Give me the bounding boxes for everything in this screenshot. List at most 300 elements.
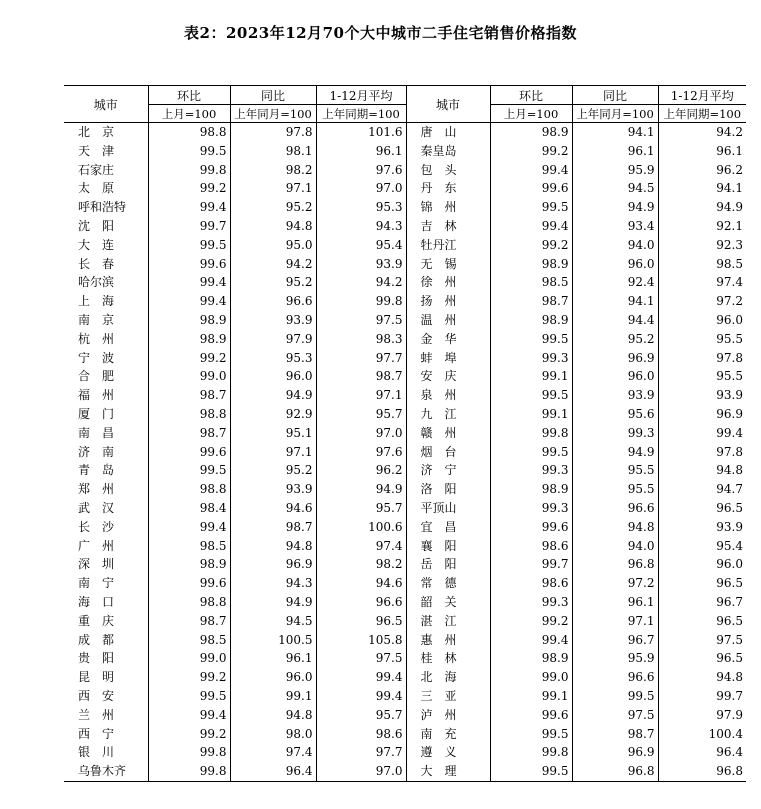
mom-value: 99.3 — [490, 349, 572, 368]
table-row — [64, 631, 746, 650]
mom-value: 99.5 — [148, 687, 230, 706]
table-row — [64, 706, 746, 725]
avg-value: 95.4 — [658, 537, 746, 556]
avg-value: 99.4 — [658, 424, 746, 443]
avg-value: 98.5 — [658, 255, 746, 274]
avg-value: 97.8 — [658, 349, 746, 368]
avg-value: 95.4 — [316, 236, 406, 255]
mom-value: 99.5 — [148, 461, 230, 480]
city-name: 九 江 — [406, 405, 490, 424]
mom-value: 99.4 — [148, 518, 230, 537]
city-name: 长 沙 — [78, 519, 115, 534]
yoy-value: 96.6 — [572, 499, 658, 518]
yoy-value: 96.0 — [230, 668, 316, 687]
yoy-value: 94.0 — [572, 236, 658, 255]
city-name: 银 川 — [78, 745, 115, 760]
city-name: 锦 州 — [406, 198, 490, 217]
avg-value: 97.4 — [658, 273, 746, 292]
table-row — [64, 405, 746, 424]
city-name: 赣 州 — [406, 424, 490, 443]
mom-value: 98.7 — [148, 386, 230, 405]
avg-value: 96.5 — [316, 612, 406, 631]
yoy-value: 95.6 — [572, 405, 658, 424]
mom-value: 98.8 — [148, 123, 230, 142]
table-row — [64, 424, 746, 443]
mom-value: 98.8 — [148, 405, 230, 424]
table-row — [64, 443, 746, 462]
yoy-value: 93.9 — [230, 311, 316, 330]
avg-value: 105.8 — [316, 631, 406, 650]
avg-subheader-right: 上年同期=100 — [658, 105, 746, 123]
mom-value: 98.9 — [490, 255, 572, 274]
avg-value: 94.7 — [658, 480, 746, 499]
mom-value: 99.4 — [490, 217, 572, 236]
mom-value: 99.8 — [148, 743, 230, 762]
yoy-value: 95.9 — [572, 161, 658, 180]
yoy-value: 94.9 — [230, 593, 316, 612]
table-row — [64, 142, 746, 161]
yoy-value: 95.3 — [230, 349, 316, 368]
avg-value: 94.2 — [658, 123, 746, 142]
avg-value: 94.1 — [658, 179, 746, 198]
yoy-subheader-left: 上年同月=100 — [230, 105, 316, 123]
yoy-value: 96.1 — [572, 142, 658, 161]
yoy-value: 100.5 — [230, 631, 316, 650]
table-row — [64, 123, 746, 142]
city-name: 西 安 — [78, 688, 115, 703]
mom-value: 99.3 — [490, 461, 572, 480]
table-row — [64, 311, 746, 330]
avg-value: 96.1 — [658, 142, 746, 161]
price-index-table — [64, 85, 746, 782]
yoy-value: 93.9 — [572, 386, 658, 405]
mom-value: 99.4 — [148, 273, 230, 292]
mom-header-left: 环比 — [148, 86, 230, 105]
yoy-value: 96.1 — [230, 649, 316, 668]
city-name: 南 昌 — [78, 425, 115, 440]
mom-value: 99.2 — [490, 142, 572, 161]
city-name: 呼和浩特 — [78, 200, 127, 215]
avg-value: 97.1 — [316, 386, 406, 405]
avg-value: 93.9 — [316, 255, 406, 274]
city-name: 沈 阳 — [78, 218, 115, 233]
mom-value: 99.7 — [490, 555, 572, 574]
yoy-value: 95.9 — [572, 649, 658, 668]
city-name: 北 京 — [78, 125, 115, 139]
city-name: 天 津 — [78, 143, 115, 158]
mom-value: 99.0 — [148, 367, 230, 386]
yoy-value: 94.8 — [572, 518, 658, 537]
table-row — [64, 743, 746, 762]
city-name: 南 宁 — [78, 576, 115, 591]
yoy-value: 95.1 — [230, 424, 316, 443]
mom-value: 99.1 — [490, 367, 572, 386]
city-name: 遵 义 — [406, 743, 490, 762]
mom-value: 99.6 — [148, 574, 230, 593]
city-name: 兰 州 — [78, 707, 115, 722]
city-name: 南 充 — [406, 725, 490, 744]
yoy-value: 96.6 — [230, 292, 316, 311]
mom-value: 99.5 — [490, 443, 572, 462]
yoy-value: 99.1 — [230, 687, 316, 706]
mom-value: 99.5 — [490, 725, 572, 744]
yoy-value: 93.4 — [572, 217, 658, 236]
yoy-value: 96.4 — [230, 762, 316, 781]
table-row — [64, 612, 746, 631]
avg-value: 96.4 — [658, 743, 746, 762]
yoy-value: 94.5 — [230, 612, 316, 631]
yoy-value: 96.7 — [572, 631, 658, 650]
city-column-header-left: 城市 — [64, 86, 148, 123]
avg-value: 99.8 — [316, 292, 406, 311]
city-name: 西 宁 — [78, 726, 115, 741]
city-name: 无 锡 — [406, 255, 490, 274]
avg-value: 96.0 — [658, 555, 746, 574]
mom-value: 99.1 — [490, 687, 572, 706]
yoy-value: 94.3 — [230, 574, 316, 593]
city-name: 青 岛 — [78, 463, 115, 478]
yoy-value: 97.4 — [230, 743, 316, 762]
avg-value: 92.3 — [658, 236, 746, 255]
avg-value: 95.5 — [658, 367, 746, 386]
mom-value: 99.5 — [490, 762, 572, 781]
avg-value: 96.5 — [658, 499, 746, 518]
mom-value: 98.4 — [148, 499, 230, 518]
city-name: 吉 林 — [406, 217, 490, 236]
avg-value: 101.6 — [316, 123, 406, 142]
city-name: 上 海 — [78, 294, 115, 309]
avg-value: 96.5 — [658, 649, 746, 668]
mom-value: 98.7 — [148, 612, 230, 631]
city-name: 海 口 — [78, 594, 115, 609]
avg-value: 97.6 — [316, 443, 406, 462]
yoy-value: 94.2 — [230, 255, 316, 274]
yoy-value: 96.0 — [572, 255, 658, 274]
city-name: 泉 州 — [406, 386, 490, 405]
city-name: 洛 阳 — [406, 480, 490, 499]
avg-value: 95.7 — [316, 405, 406, 424]
mom-value: 99.5 — [148, 236, 230, 255]
avg-value: 95.3 — [316, 198, 406, 217]
city-name: 乌鲁木齐 — [64, 762, 148, 781]
mom-value: 98.9 — [148, 555, 230, 574]
city-name: 哈尔滨 — [78, 275, 115, 290]
mom-value: 99.5 — [148, 142, 230, 161]
avg-value: 97.0 — [316, 762, 406, 781]
city-column-header-right: 城市 — [406, 86, 490, 123]
yoy-value: 94.8 — [230, 706, 316, 725]
mom-value: 98.5 — [148, 631, 230, 650]
yoy-value: 94.9 — [230, 386, 316, 405]
table-row — [64, 217, 746, 236]
mom-value: 99.5 — [490, 330, 572, 349]
avg-subheader-left: 上年同期=100 — [316, 105, 406, 123]
avg-value: 98.7 — [316, 367, 406, 386]
mom-value: 98.5 — [148, 537, 230, 556]
yoy-value: 97.1 — [572, 612, 658, 631]
mom-value: 98.8 — [148, 480, 230, 499]
city-name: 宜 昌 — [406, 518, 490, 537]
mom-value: 98.9 — [148, 330, 230, 349]
table-row — [64, 537, 746, 556]
city-name: 济 南 — [78, 444, 115, 459]
table-row — [64, 461, 746, 480]
yoy-value: 94.8 — [230, 537, 316, 556]
mom-value: 98.9 — [490, 480, 572, 499]
avg-value: 100.4 — [658, 725, 746, 744]
mom-value: 99.6 — [490, 706, 572, 725]
mom-value: 99.6 — [148, 255, 230, 274]
table-row — [64, 236, 746, 255]
city-name: 贵 阳 — [78, 651, 115, 666]
yoy-header-right: 同比 — [572, 86, 658, 105]
avg-value: 98.3 — [316, 330, 406, 349]
table-row — [64, 480, 746, 499]
mom-value: 99.2 — [148, 349, 230, 368]
yoy-value: 94.4 — [572, 311, 658, 330]
mom-value: 99.6 — [490, 518, 572, 537]
mom-value: 99.8 — [148, 161, 230, 180]
avg-value: 93.9 — [658, 386, 746, 405]
mom-value: 99.4 — [148, 198, 230, 217]
avg-value: 96.2 — [658, 161, 746, 180]
avg-value: 99.7 — [658, 687, 746, 706]
mom-value: 99.4 — [490, 631, 572, 650]
city-name: 秦皇岛 — [406, 142, 490, 161]
avg-value: 97.2 — [658, 292, 746, 311]
yoy-value: 94.9 — [572, 443, 658, 462]
table-row — [64, 725, 746, 744]
table-row — [64, 687, 746, 706]
yoy-value: 97.1 — [230, 179, 316, 198]
mom-value: 99.2 — [148, 725, 230, 744]
mom-value: 99.4 — [490, 161, 572, 180]
avg-value: 100.6 — [316, 518, 406, 537]
city-name: 石家庄 — [78, 162, 115, 177]
city-name: 郑 州 — [78, 482, 115, 497]
yoy-value: 94.1 — [572, 123, 658, 142]
avg-value: 94.3 — [316, 217, 406, 236]
city-name: 昆 明 — [78, 670, 115, 685]
avg-value: 96.8 — [658, 762, 746, 781]
avg-value: 96.2 — [316, 461, 406, 480]
yoy-value: 98.1 — [230, 142, 316, 161]
avg-value: 97.5 — [658, 631, 746, 650]
table-row — [64, 574, 746, 593]
city-name: 温 州 — [406, 311, 490, 330]
mom-value: 99.2 — [148, 668, 230, 687]
yoy-value: 99.5 — [572, 687, 658, 706]
mom-value: 99.2 — [490, 612, 572, 631]
yoy-value: 96.9 — [572, 349, 658, 368]
mom-value: 99.8 — [490, 743, 572, 762]
avg-value: 97.5 — [316, 311, 406, 330]
yoy-value: 96.9 — [230, 555, 316, 574]
city-name: 牡丹江 — [406, 236, 490, 255]
city-name: 重 庆 — [78, 613, 115, 628]
mom-subheader-left: 上月=100 — [148, 105, 230, 123]
mom-value: 99.4 — [148, 706, 230, 725]
table-row — [64, 179, 746, 198]
table-row — [64, 593, 746, 612]
mom-header-right: 环比 — [490, 86, 572, 105]
yoy-value: 94.9 — [572, 198, 658, 217]
table-row — [64, 198, 746, 217]
yoy-value: 99.3 — [572, 424, 658, 443]
avg-header-right: 1-12月平均 — [658, 86, 746, 105]
city-name: 三 亚 — [406, 687, 490, 706]
table-row — [64, 255, 746, 274]
avg-value: 96.5 — [658, 612, 746, 631]
city-name: 唐 山 — [406, 123, 490, 142]
avg-value: 94.8 — [658, 668, 746, 687]
yoy-value: 95.5 — [572, 461, 658, 480]
avg-value: 97.5 — [316, 649, 406, 668]
mom-value: 99.0 — [148, 649, 230, 668]
city-name: 烟 台 — [406, 443, 490, 462]
city-name: 济 宁 — [406, 461, 490, 480]
mom-value: 99.5 — [490, 198, 572, 217]
yoy-value: 96.1 — [572, 593, 658, 612]
mom-value: 99.3 — [490, 593, 572, 612]
avg-value: 98.2 — [316, 555, 406, 574]
avg-value: 99.4 — [316, 668, 406, 687]
yoy-value: 97.2 — [572, 574, 658, 593]
mom-subheader-right: 上月=100 — [490, 105, 572, 123]
mom-value: 98.9 — [490, 123, 572, 142]
yoy-value: 95.5 — [572, 480, 658, 499]
mom-value: 98.6 — [490, 537, 572, 556]
yoy-value: 96.0 — [230, 367, 316, 386]
mom-value: 99.2 — [490, 236, 572, 255]
yoy-value: 96.6 — [572, 668, 658, 687]
city-name: 包 头 — [406, 161, 490, 180]
avg-value: 94.9 — [658, 198, 746, 217]
mom-value: 99.0 — [490, 668, 572, 687]
table-row — [64, 518, 746, 537]
table-row — [64, 649, 746, 668]
city-name: 金 华 — [406, 330, 490, 349]
avg-value: 96.9 — [658, 405, 746, 424]
yoy-value: 94.0 — [572, 537, 658, 556]
city-name: 福 州 — [78, 388, 115, 403]
mom-value: 99.6 — [490, 179, 572, 198]
yoy-value: 95.2 — [230, 461, 316, 480]
yoy-value: 94.8 — [230, 217, 316, 236]
city-name: 徐 州 — [406, 273, 490, 292]
yoy-value: 93.9 — [230, 480, 316, 499]
avg-value: 94.9 — [316, 480, 406, 499]
mom-value: 99.3 — [490, 499, 572, 518]
city-name: 武 汉 — [78, 500, 115, 515]
city-name: 扬 州 — [406, 292, 490, 311]
mom-value: 99.8 — [490, 424, 572, 443]
mom-value: 99.5 — [490, 386, 572, 405]
yoy-value: 94.5 — [572, 179, 658, 198]
table-row — [64, 668, 746, 687]
avg-value: 97.7 — [316, 349, 406, 368]
yoy-value: 94.6 — [230, 499, 316, 518]
table-row — [64, 330, 746, 349]
yoy-subheader-right: 上年同月=100 — [572, 105, 658, 123]
mom-value: 98.9 — [490, 649, 572, 668]
city-name: 大 连 — [78, 237, 115, 252]
city-name: 深 圳 — [78, 557, 115, 572]
mom-value: 99.6 — [148, 443, 230, 462]
avg-header-left: 1-12月平均 — [316, 86, 406, 105]
city-name: 南 京 — [78, 312, 115, 327]
avg-value: 96.7 — [658, 593, 746, 612]
mom-value: 98.9 — [148, 311, 230, 330]
city-name: 桂 林 — [406, 649, 490, 668]
avg-value: 94.2 — [316, 273, 406, 292]
avg-value: 94.8 — [658, 461, 746, 480]
table-body — [64, 123, 746, 782]
city-name: 北 海 — [406, 668, 490, 687]
city-name: 湛 江 — [406, 612, 490, 631]
mom-value: 98.5 — [490, 273, 572, 292]
avg-value: 95.5 — [658, 330, 746, 349]
table-row — [64, 273, 746, 292]
city-name: 厦 门 — [78, 406, 115, 421]
avg-value: 94.6 — [316, 574, 406, 593]
mom-value: 99.4 — [148, 292, 230, 311]
avg-value: 97.8 — [658, 443, 746, 462]
city-name: 杭 州 — [78, 331, 115, 346]
yoy-header-left: 同比 — [230, 86, 316, 105]
avg-value: 97.0 — [316, 179, 406, 198]
mom-value: 98.9 — [490, 311, 572, 330]
table-row — [64, 349, 746, 368]
avg-value: 97.6 — [316, 161, 406, 180]
city-name: 蚌 埠 — [406, 349, 490, 368]
avg-value: 96.0 — [658, 311, 746, 330]
yoy-value: 97.8 — [230, 123, 316, 142]
avg-value: 97.0 — [316, 424, 406, 443]
table-row — [64, 161, 746, 180]
avg-value: 98.6 — [316, 725, 406, 744]
yoy-value: 97.1 — [230, 443, 316, 462]
yoy-value: 97.5 — [572, 706, 658, 725]
table-row — [64, 762, 746, 781]
yoy-value: 96.8 — [572, 762, 658, 781]
avg-value: 92.1 — [658, 217, 746, 236]
yoy-value: 96.0 — [572, 367, 658, 386]
avg-value: 99.4 — [316, 687, 406, 706]
city-name: 大 理 — [406, 762, 490, 781]
table-row — [64, 499, 746, 518]
yoy-value: 96.9 — [572, 743, 658, 762]
page-title: 表2：2023年12月70个大中城市二手住宅销售价格指数 — [184, 24, 577, 42]
city-name: 宁 波 — [78, 350, 115, 365]
mom-value: 98.7 — [490, 292, 572, 311]
city-name: 合 肥 — [78, 369, 115, 384]
city-name: 泸 州 — [406, 706, 490, 725]
yoy-value: 96.8 — [572, 555, 658, 574]
avg-value: 97.4 — [316, 537, 406, 556]
city-name: 常 德 — [406, 574, 490, 593]
city-name: 韶 关 — [406, 593, 490, 612]
mom-value: 99.1 — [490, 405, 572, 424]
yoy-value: 92.4 — [572, 273, 658, 292]
avg-value: 95.7 — [316, 706, 406, 725]
yoy-value: 97.9 — [230, 330, 316, 349]
avg-value: 96.6 — [316, 593, 406, 612]
city-name: 襄 阳 — [406, 537, 490, 556]
yoy-value: 98.7 — [230, 518, 316, 537]
city-name: 广 州 — [78, 538, 115, 553]
mom-value: 98.6 — [490, 574, 572, 593]
